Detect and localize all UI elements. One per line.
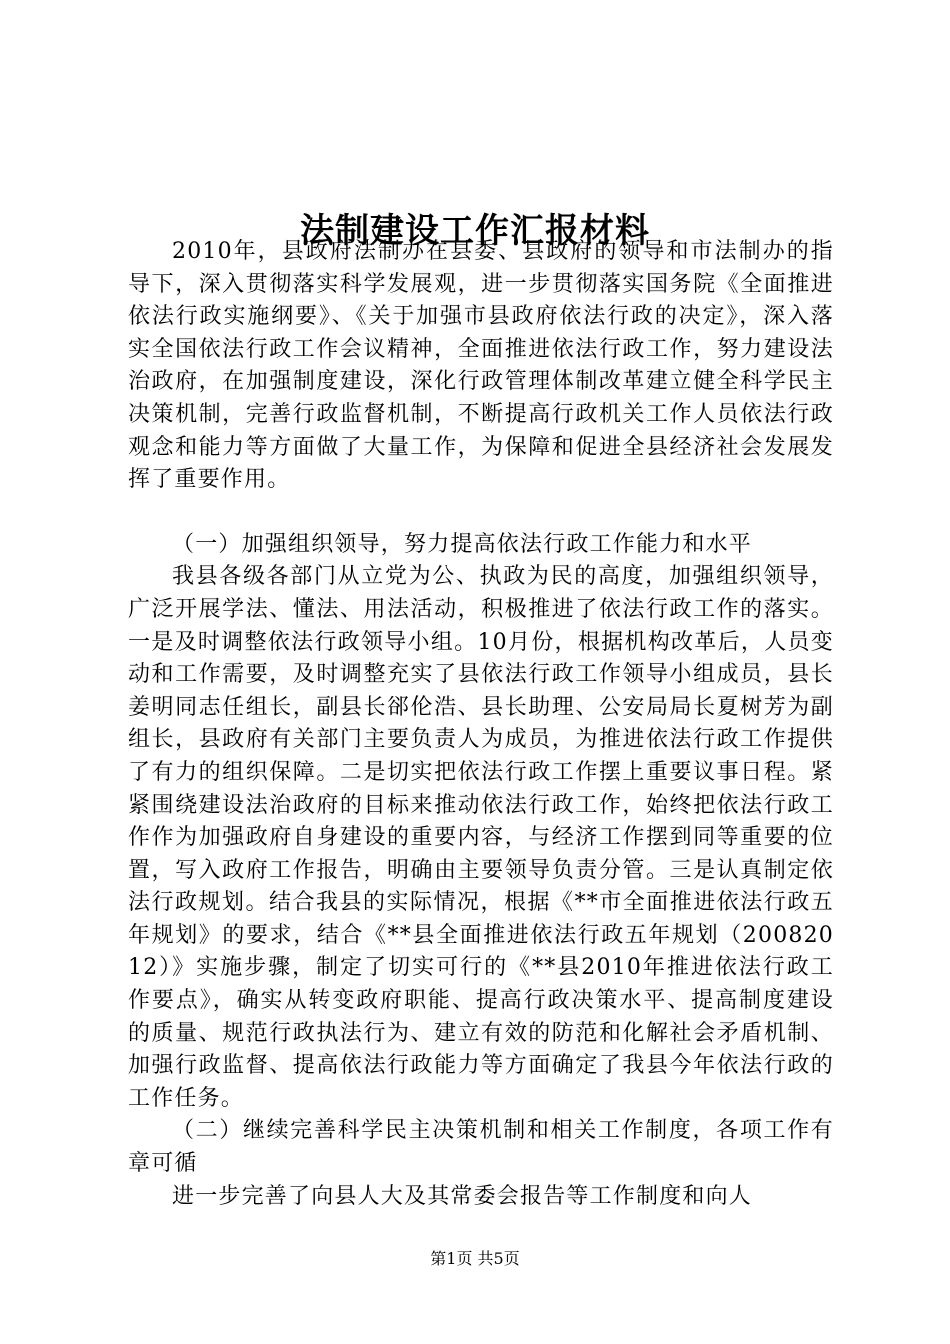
page-number-footer: 第1页 共5页 <box>430 1249 520 1268</box>
section-heading-2: （二）继续完善科学民主决策机制和相关工作制度，各项工作有章可循 <box>128 1118 834 1177</box>
section-paragraph-1: 我县各级各部门从立党为公、执政为民的高度，加强组织领导，广泛开展学法、懂法、用法活动，积极推进了依法行政工作的落实。一是及时调整依法行政领导小组。10月份，根据机构改革后，人员变动和工作需要，及时调整充实了县依法行政工作领导小组成员，县长姜明同志任组长，副县长郤伦浩、县长助理、公安局局长夏树芳为副组长，县政府有关部门主要负责人为成员，为推进依法行政工作提供了有力的组织保障。二是切实把依法行政工作摆上重要议事日程。紧紧围绕建设法治政府的目标来推动依法行政工作，始终把依法行政工作作为加强政府自身建设的重要内容，与经济工作摆到同等重要的位置，写入政府工作报告，明确由主要领导负责分管。三是认真制定依法行政规划。结合我县的实际情况，根据《**市全面推进依法行政五年规划》的要求，结合《**县全面推进依法行政五年规划（20082012）》实施步骤，制定了切实可行的《**县2010年推进依法行政工作要点》，确实从转变政府职能、提高行政决策水平、提高制度建设的质量、规范行政执法行为、建立有效的防范和化解社会矛盾机制、加强行政监督、提高依法行政能力等方面确定了我县今年依法行政的工作任务。 <box>128 564 834 1111</box>
section-heading-1: （一）加强组织领导，努力提高依法行政工作能力和水平 <box>172 531 753 557</box>
document-title: 法制建设工作汇报材料 <box>300 210 650 251</box>
intro-paragraph: 2010年，县政府法制办在县委、县政府的领导和市法制办的指导下，深入贯彻落实科学发展观，进一步贯彻落实国务院《全面推进依法行政实施纲要》、《关于加强市县政府依法行政的决定》，深入落实全国依法行政工作会议精神，全面推进依法行政工作，努力建设法治政府，在加强制度建设，深化行政管理体制改革建立健全科学民主决策机制，完善行政监督机制，不断提高行政机关工作人员依法行政观念和能力等方面做了大量工作，为保障和促进全县经济社会发展发挥了重要作用。 <box>128 239 834 493</box>
document-body <box>128 236 834 1213</box>
section-paragraph-2: 进一步完善了向县人大及其常委会报告等工作制度和向人 <box>172 1183 753 1209</box>
